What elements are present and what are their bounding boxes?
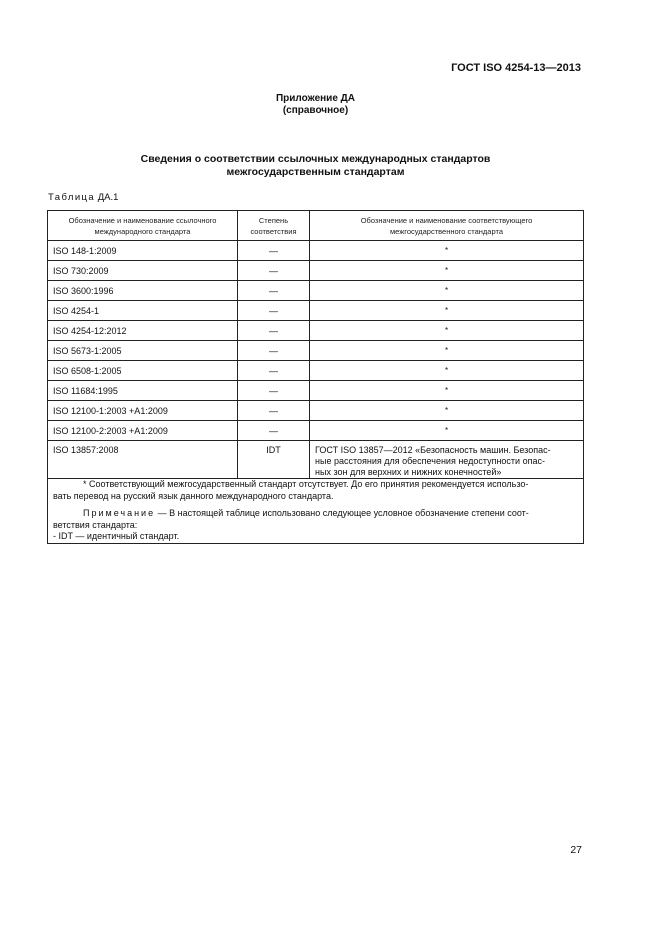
degree-cell: — [238,421,310,441]
degree-cell: — [238,301,310,321]
national-standard-cell: * [310,301,584,321]
degree-cell: — [238,361,310,381]
table-row [48,341,584,361]
document-standard-id: ГОСТ ISO 4254-13—2013 [451,62,581,74]
ref-standard-cell: ISO 12100-1:2003 +A1:2009 [48,401,238,421]
degree-cell: — [238,281,310,301]
section-heading [0,153,631,179]
note-line3: - IDT — идентичный стандарт. [53,531,180,541]
footnote-line1: * Соответствующий межгосударственный стандарт отсутствует. До его принятия рекомендуется использо- [83,479,529,489]
ref-standard-cell: ISO 148-1:2009 [48,241,238,261]
degree-cell: — [238,381,310,401]
table-row [48,261,584,281]
degree-cell: — [238,321,310,341]
header-degree [238,211,310,241]
table-row [48,381,584,401]
header-ref-standard [48,211,238,241]
header-national-line2: межгосударственного стандарта [390,226,503,236]
table-row [48,421,584,441]
ref-standard-cell: ISO 730:2009 [48,261,238,281]
degree-cell: — [238,341,310,361]
annex-heading [0,93,631,117]
note-label: Примечание [83,508,156,518]
header-degree-line1: Степень [258,215,289,225]
national-standard-line2: ные расстояния для обеспечения недоступности опас- [315,456,545,466]
degree-cell: IDT [238,441,310,479]
table-row [48,301,584,321]
annex-subtitle: (справочное) [282,105,349,116]
header-ref-line2: международного стандарта [94,226,191,236]
national-standard-cell: * [310,421,584,441]
national-standard-line3: ных зон для верхних и нижних конечностей» [315,467,502,477]
ref-standard-cell: ISO 12100-2:2003 +A1:2009 [48,421,238,441]
ref-standard-cell: ISO 4254-12:2012 [48,321,238,341]
degree-cell: — [238,401,310,421]
national-standard-cell: * [310,321,584,341]
note-line1 [53,508,578,520]
header-degree-line2: соответствия [250,226,297,236]
footnote-line2: вать перевод на русский язык данного международного стандарта. [53,490,334,501]
table-caption-word: Таблица [48,192,96,203]
ref-standard-cell: ISO 4254-1 [48,301,238,321]
annex-title: Приложение ДА [275,93,356,104]
national-standard-cell: * [310,241,584,261]
table-row [48,401,584,421]
ref-standard-cell: ISO 3600:1996 [48,281,238,301]
table-caption-number: ДА.1 [97,192,119,203]
ref-standard-cell: ISO 13857:2008 [48,441,238,479]
table-header-row [48,211,584,241]
national-standard-line1: ГОСТ ISO 13857—2012 «Безопасность машин. Безопас- [315,445,551,455]
national-standard-cell: * [310,401,584,421]
table-row [48,361,584,381]
ref-standard-cell: ISO 6508-1:2005 [48,361,238,381]
table-row [48,441,584,479]
note-line2: ветствия стандарта: [53,519,138,530]
page-number: 27 [570,844,582,856]
header-national-line1: Обозначение и наименование соответствующего [360,215,533,225]
header-national-standard [310,211,584,241]
ref-standard-cell: ISO 11684:1995 [48,381,238,401]
table-footnote-row [48,479,584,544]
degree-cell: — [238,241,310,261]
national-standard-cell: * [310,361,584,381]
standards-correspondence-table [47,210,584,544]
header-ref-line1: Обозначение и наименование ссылочного [68,215,217,225]
national-standard-cell [310,441,584,479]
degree-cell: — [238,261,310,281]
table-footnote-cell [48,479,584,544]
national-standard-cell: * [310,341,584,361]
table-row [48,241,584,261]
national-standard-cell: * [310,261,584,281]
national-standard-cell: * [310,281,584,301]
national-standard-cell: * [310,381,584,401]
ref-standard-cell: ISO 5673-1:2005 [48,341,238,361]
section-heading-line1: Сведения о соответствии ссылочных международных стандартов [140,153,491,165]
section-heading-line2: межгосударственным стандартам [226,166,405,178]
table-row [48,281,584,301]
table-row [48,321,584,341]
table-caption [48,192,118,203]
note-text: — В настоящей таблице использовано следующее условное обозначение степени соот- [155,508,529,518]
